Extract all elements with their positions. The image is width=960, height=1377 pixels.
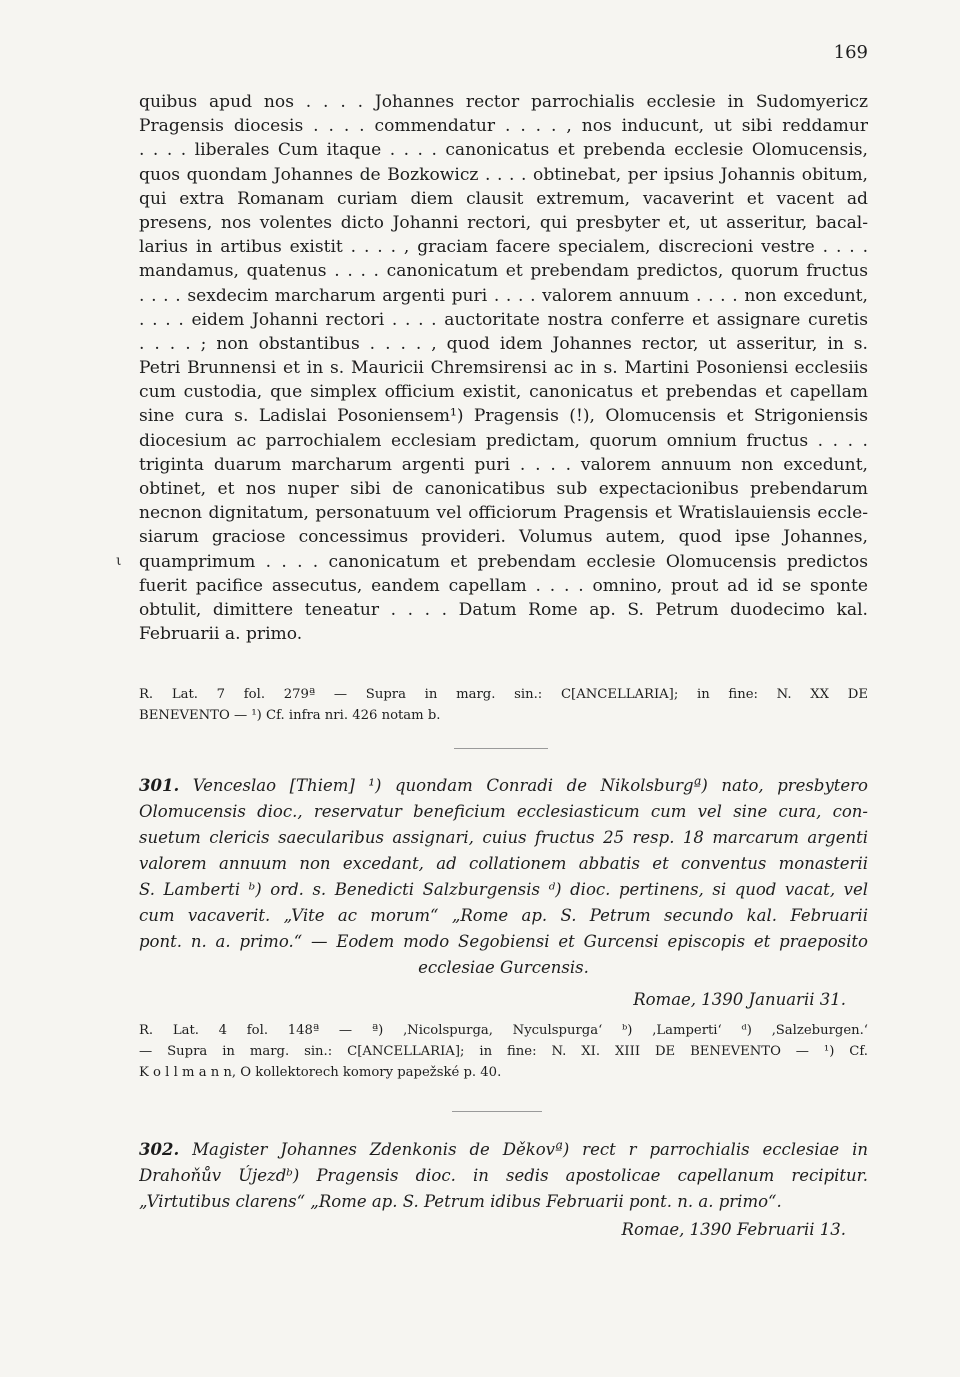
text-line: siarum graciose concessimus provideri. Volumus autem, quod ipse Johannes, [139, 527, 868, 548]
entry-302-date: Romae, 1390 Februarii 13. [621, 1220, 846, 1239]
text-line: Februarii a. primo. [139, 624, 303, 645]
text-line: necnon dignitatum, personatuum vel officiorum Pragensis et Wratislauiensis eccle- [139, 503, 868, 524]
text-line: mandamus, quatenus . . . . canonicatum et prebendam predictos, quorum fructus [139, 261, 868, 282]
page-number: 169 [833, 42, 868, 63]
text-line: diocesium ac parrochialem ecclesiam predictam, quorum omnium fructus . . . . [139, 430, 868, 451]
text-line: cum custodia, que simplex officium existit, canonicatus et prebendas et capellam [139, 382, 868, 403]
entry-302-number: 302. [139, 1140, 180, 1159]
entry-301 [139, 773, 868, 1013]
margin-mark: ι [116, 553, 122, 569]
entry-301-number: 301. [139, 776, 180, 795]
text-line: quibus apud nos . . . . Johannes rector parrochialis ecclesie in Sudomyericz [139, 92, 868, 112]
entry-301-date: Romae, 1390 Januarii 31. [633, 990, 846, 1009]
text-line: Petri Brunnensi et in s. Mauricii Chremsirensi ac in s. Martini Posoniensi ecclesiis [139, 358, 868, 379]
text-line: R. Lat. 4 fol. 148ª — ª) ‚Nicolspurga, Nyculspurga‘ ᵇ) ‚Lamperti‘ ᵈ) ‚Salzeburgen.‘ [139, 1023, 868, 1038]
entry-302 [139, 1137, 868, 1243]
text-line: fuerit pacifice assecutus, eandem capellam . . . . omnino, prout ad id se sponte [139, 575, 868, 596]
text-line: obtinet, et nos nuper sibi de canonicatibus sub expectacionibus prebendarum [139, 479, 868, 499]
text-line: S. Lamberti ᵇ) ord. s. Benedicti Salzburgensis ᵈ) dioc. pertinens, si quod vacat, vel [139, 880, 868, 899]
text-line: valorem annuum non excedant, ad collationem abbatis et conventus monasterii [139, 854, 868, 873]
entry-302-line: Drahoňův Újezdᵇ) Pragensis dioc. in sedis apostolicae capellanum recipitur. [139, 1166, 868, 1185]
entry-301-line [139, 773, 868, 799]
text-line: . . . . liberales Cum itaque . . . . canonicatus et prebenda ecclesie Olomucensis, [139, 140, 868, 161]
entry-301-last-line: ecclesiae Gurcensis. [418, 958, 589, 977]
text-line: pont. n. a. primo.“ — Eodem modo Segobiensi et Gurcensi episcopis et praeposito [139, 932, 868, 951]
text-line: . . . . eidem Johanni rectori . . . . auctoritate nostra conferre et assignare curetis [139, 309, 868, 330]
text-line: Pragensis diocesis . . . . commendatur . . . . , nos inducunt, ut sibi reddamur [139, 116, 868, 137]
footnote-301 [139, 1020, 868, 1083]
text-line: Olomucensis dioc., reservatur beneficium ecclesiasticum cum vel sine cura, con- [139, 802, 868, 821]
text-line: . . . . ; non obstantibus . . . . , quod idem Johannes rector, ut asseritur, in s. [139, 333, 868, 354]
entry-302-line [139, 1137, 868, 1163]
text-line: presens, nos volentes dicto Johanni rectori, qui presbyter et, ut asseritur, bacal- [139, 212, 868, 233]
text-line: — Supra in marg. sin.: C[ANCELLARIA]; in fine: N. XI. XIII DE BENEVENTO — ¹) Cf. [139, 1044, 868, 1059]
text-line: BENEVENTO — ¹) Cf. infra nri. 426 notam b. [139, 708, 441, 723]
text-line: obtulit, dimittere teneatur . . . . Datum Rome ap. S. Petrum duodecimo kal. [139, 599, 868, 620]
entry-301-text: Venceslao [Thiem] ¹) quondam Conradi de Nikolsburgª) nato, presbytero [192, 776, 868, 795]
text-line: larius in artibus existit . . . . , graciam facere specialem, discrecioni vestre . . . . [139, 237, 868, 258]
text-line: qui extra Romanam curiam diem clausit extremum, vacaverint et vacent ad [139, 188, 868, 209]
text-line: sine cura s. Ladislai Posoniensem¹) Pragensis (!), Olomucensis et Strigoniensis [139, 406, 868, 427]
text-line: . . . . sexdecim marcharum argenti puri . . . . valorem annuum . . . . non excedunt, [139, 285, 868, 306]
text-line: suetum clericis saecularibus assignari, cuius fructus 25 resp. 18 marcarum argenti [139, 828, 868, 847]
entry-302-text: Magister Johannes Zdenkonis de Děkovª) rect r parrochialis ecclesiae in [192, 1140, 868, 1159]
text-line: triginta duarum marcharum argenti puri . . . . valorem annuum non excedunt, [139, 454, 868, 475]
main-text [139, 90, 868, 646]
text-line: quos quondam Johannes de Bozkowicz . . . . obtinebat, per ipsius Johannis obitum, [139, 164, 868, 185]
text-line: R. Lat. 7 fol. 279ª — Supra in marg. sin.: C[ANCELLARIA]; in fine: N. XX DE [139, 687, 868, 702]
text-line: cum vacaverit. „Vite ac morum“ „Rome ap. S. Petrum secundo kal. Februarii [139, 906, 868, 925]
separator-2 [452, 1111, 542, 1112]
footnote-300 [139, 684, 868, 726]
text-line: quamprimum . . . . canonicatum et prebendam ecclesie Olomucensis predictos [139, 551, 868, 572]
entry-302-last-line: „Virtutibus clarens“ „Rome ap. S. Petrum idibus Februarii pont. n. a. primo“. [139, 1192, 782, 1211]
separator-1 [454, 748, 548, 749]
text-line: K o l l m a n n, O kollektorech komory papežské p. 40. [139, 1065, 502, 1080]
